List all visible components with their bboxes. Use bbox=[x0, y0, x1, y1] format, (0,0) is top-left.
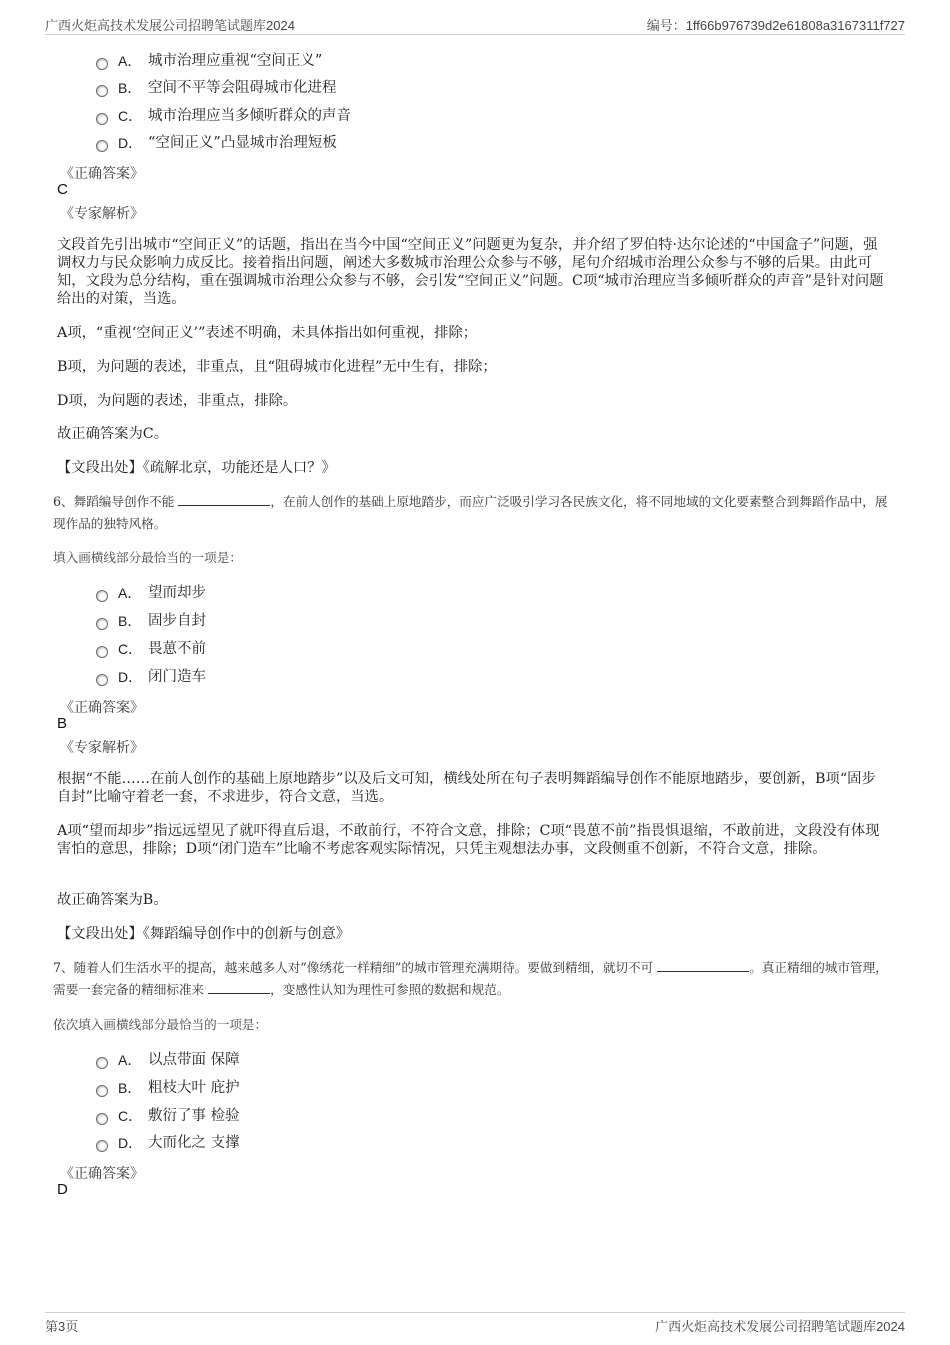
q6-conclusion: 故正确答案为B。 bbox=[57, 892, 168, 908]
q7-stem: 7、随着人们生活水平的提高，越来越多人对“像绣花一样精细”的城市管理充满期待。要做到精细，就切不可 。真正精细的城市管理，需要一套完备的精细标准来 ，变感性认知为理性可参照的数据和规范。 bbox=[53, 960, 888, 997]
q5-analysis-b: B项，为问题的表述，非重点，且“阻碍城市化进程”无中生有，排除； bbox=[57, 359, 497, 375]
radio-icon[interactable] bbox=[96, 590, 108, 602]
radio-icon[interactable] bbox=[96, 113, 108, 125]
q5-conclusion: 故正确答案为C。 bbox=[57, 426, 169, 442]
header-doc-id: 编号：1ff66b976739d2e61808a3167311f727 bbox=[646, 18, 905, 33]
radio-icon[interactable] bbox=[96, 1085, 108, 1097]
q6-prompt: 填入画横线部分最恰当的一项是： bbox=[53, 550, 242, 565]
page-footer bbox=[45, 1312, 905, 1335]
q5-analysis-label: 《专家解析》 bbox=[60, 206, 144, 222]
q5-analysis-a: A项，“重视‘空间正义’”表述不明确，未具体指出如何重视，排除； bbox=[57, 325, 478, 341]
q5-analysis-d: D项，为问题的表述，非重点，排除。 bbox=[57, 393, 298, 409]
radio-icon[interactable] bbox=[96, 85, 108, 97]
q7-answer: D bbox=[57, 1181, 68, 1198]
radio-icon[interactable] bbox=[96, 58, 108, 70]
radio-icon[interactable] bbox=[96, 1057, 108, 1069]
q5-source: 【文段出处】《疏解北京，功能还是人口？》 bbox=[57, 460, 336, 476]
q6-analysis-main: 根据“不能……在前人创作的基础上原地踏步”以及后文可知，横线处所在句子表明舞蹈编导创作不能原地踏步，要创新，B项“固步自封”比喻守着老一套，不求进步，符合文意，当选。 bbox=[57, 771, 876, 805]
q6-stem: 6、舞蹈编导创作不能 ，在前人创作的基础上原地踏步，而应广泛吸引学习各民族文化，将不同地域的文化要素整合到舞蹈作品中，展现作品的独特风格。 bbox=[53, 494, 888, 531]
radio-icon[interactable] bbox=[96, 674, 108, 686]
header-title: 广西火炬高技术发展公司招聘笔试题库2024 bbox=[45, 18, 295, 33]
radio-icon[interactable] bbox=[96, 140, 108, 152]
q6-source: 【文段出处】《舞蹈编导创作中的创新与创意》 bbox=[57, 926, 351, 942]
q5-analysis-main: 文段首先引出城市“空间正义”的话题，指出在当今中国“空间正义”问题更为复杂，并介绍了罗伯特·达尔论述的“中国盒子”问题，强调权力与民众影响力成反比。接着指出问题，阐述大多数城市治理公众参与不够，尾句介绍城市治理公众参与不够的后果。由此可知，文段为总分结构，重在强调城市治理公众参与不够，会引发“空间正义”问题。C项“城市治理应当多倾听群众的声音”是针对问题给出的对策，当选。 bbox=[57, 237, 884, 307]
q7-blank-2 bbox=[208, 981, 270, 994]
page-number: 第3页 bbox=[45, 1319, 79, 1334]
radio-icon[interactable] bbox=[96, 646, 108, 658]
q6-analysis-label: 《专家解析》 bbox=[60, 740, 144, 756]
q5-answer-label: 《正确答案》 bbox=[60, 166, 144, 182]
q7-prompt: 依次填入画横线部分最恰当的一项是： bbox=[53, 1017, 268, 1032]
q6-blank bbox=[178, 493, 270, 506]
radio-icon[interactable] bbox=[96, 618, 108, 630]
q5-answer: C bbox=[57, 181, 68, 198]
footer-title: 广西火炬高技术发展公司招聘笔试题库2024 bbox=[655, 1319, 905, 1334]
radio-icon[interactable] bbox=[96, 1140, 108, 1152]
q7-answer-label: 《正确答案》 bbox=[60, 1166, 144, 1182]
q6-analysis-options: A项“望而却步”指远远望见了就吓得直后退，不敢前行，不符合文意，排除；C项“畏葸不前”指畏惧退缩，不敢前进，文段没有体现害怕的意思，排除；D项“闭门造车”比喻不考虑客观实际情况，只凭主观想法办事，文段侧重不创新，不符合文意，排除。 bbox=[57, 823, 880, 857]
q6-answer-label: 《正确答案》 bbox=[60, 700, 144, 716]
radio-icon[interactable] bbox=[96, 1113, 108, 1125]
q6-answer: B bbox=[57, 715, 68, 732]
page-header bbox=[45, 14, 905, 35]
q7-blank-1 bbox=[657, 959, 749, 972]
